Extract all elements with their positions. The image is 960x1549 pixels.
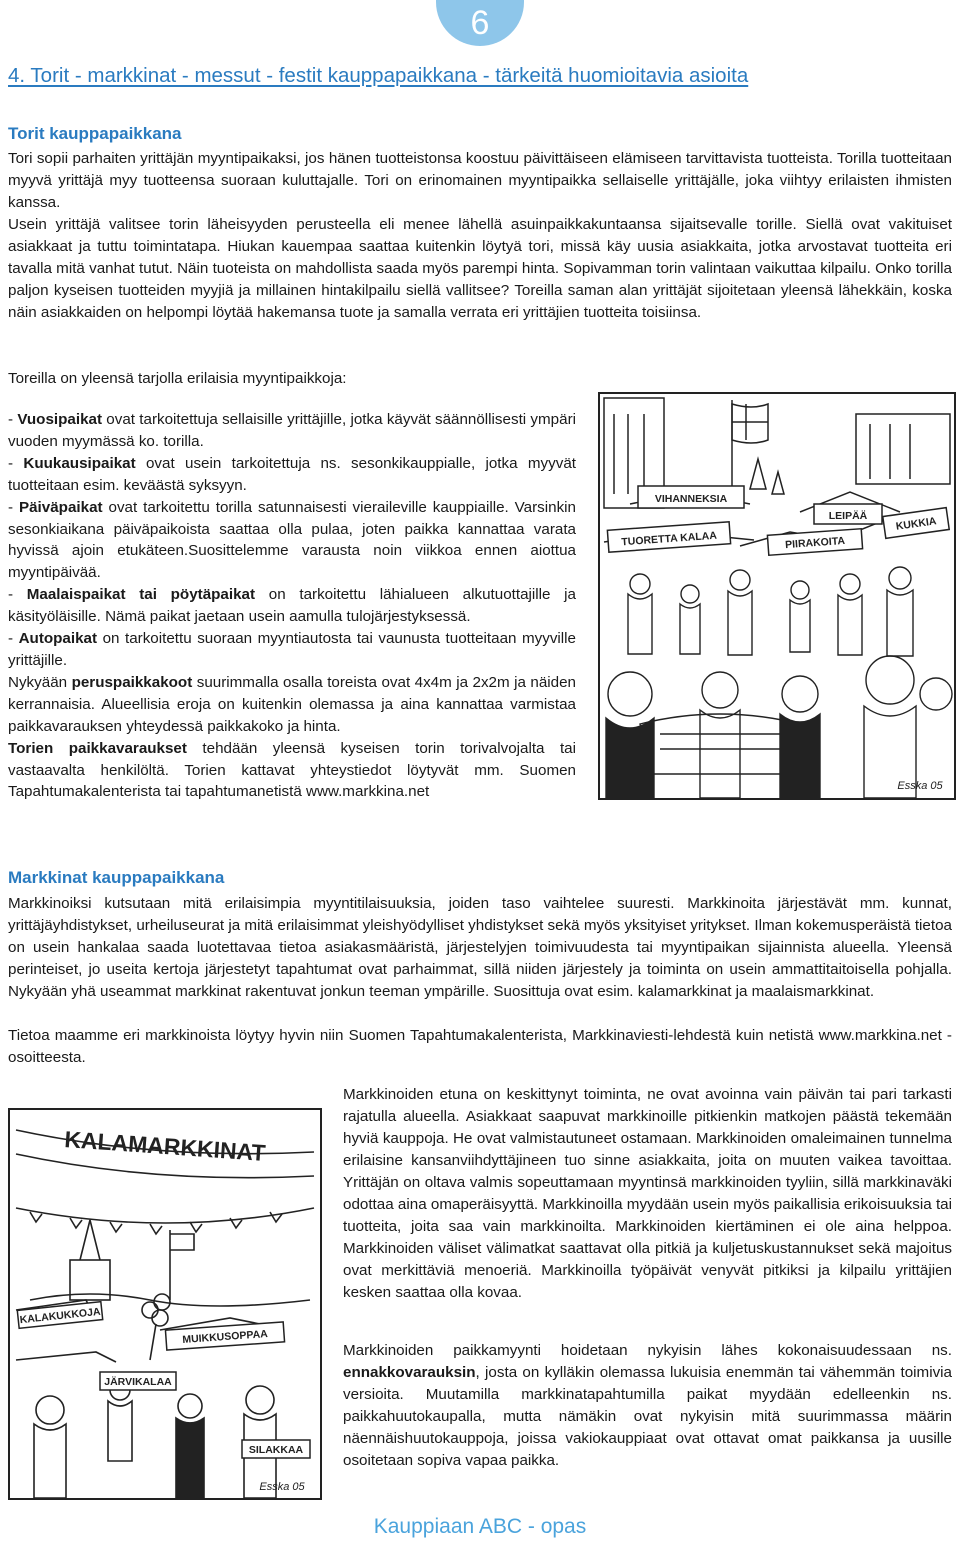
sign-piirakoita: PIIRAKOITA (784, 534, 846, 552)
list-item: Torien paikkavaraukset tehdään yleensä kyseisen torin torivalvojalta tai vastaavalta henkilöltä. Torien kattavat yhteystiedot löytyvät mm. Suomen Tapahtumakalenterista tai tapahtumanetistä www.markkina.net (8, 739, 576, 801)
list-item: - Autopaikat on tarkoitettu suoraan myyntiautosta tai vaunusta tuotteitaan myyville yrittäjille. (8, 630, 576, 669)
sign-vihanneksia: VIHANNEKSIA (654, 493, 728, 505)
market-square-illustration (598, 392, 956, 800)
sign-leipaa: LEIPÄÄ (828, 510, 868, 522)
sign-silakkaa: SILAKKAA (248, 1444, 304, 1456)
list-item: - Päiväpaikat ovat tarkoitettu torilla satunnaisesti vieraileville kauppiaille. Varsinkin sesonkiaikana päiväpaikoista saattaa olla pulaa, joten paikka kannattaa varata hyvissä ajoin etukäteen.Suosittelemme varausta noin viikkoa ennen aiottua myyntipäivää. (8, 498, 576, 582)
market-square-drawing (600, 394, 954, 798)
illustration1-signature: Esska 05 (897, 780, 943, 792)
section1-paragraph-2: Usein yrittäjä valitsee torin läheisyyden perusteella eli menee lähellä asuinpaikkakuntaansa sijaitsevalle torille. Siellä ovat vakituiset asiakkaat ja tuttu toimintatapa. Hiukan kauempaa saattaa kuitenkin löytyä tori, missä käy uusia asiakkaita, jotka arvostavat tuotteita eri tavalla mitä vanhat tutut. Näin tuoteista on mahdollista saada myös parempi hinta. Sopivamman torin valintaan vaikuttaa kilpailu. Onko torilla paljon kyseisen tuotteiden myyjiä ja millainen hintakilpailu siellä vallitsee? Toreilla saman alan yrittäjät sijoitetaan yleensä lähekkäin, koska näin asiakkaiden on helpompi löytää hakemansa tuote ja samalla verrata eri yrittäjien tuotteita toisiinsa. (8, 216, 952, 321)
footer-title: Kauppiaan ABC - opas (373, 1515, 587, 1538)
section1-intro: Toreilla on yleensä tarjolla erilaisia myyntipaikkoja: (8, 370, 347, 387)
sign-tuoretta-kalaa: TUORETTA KALAA (621, 529, 718, 549)
sign-jarvikalaa: JÄRVIKALAA (104, 1376, 172, 1388)
section-heading-torit: Torit kauppapaikkana (8, 124, 182, 143)
page-number: 6 (470, 3, 490, 42)
list-item: - Vuosipaikat ovat tarkoitettuja sellaisille yrittäjille, jotka käyvät säännöllisesti ympäri vuoden myymässä ko. torilla. (8, 411, 577, 450)
kalamarkkinat-drawing (10, 1110, 320, 1498)
section2-paragraph-2: Tietoa maamme eri markkinoista löytyy hyvin niin Suomen Tapahtumakalenterista, Markkinaviesti-lehdestä kuin netistä www.markkina.net -osoitteesta. (8, 1027, 952, 1066)
list-item: Nykyään peruspaikkakoot suurimmalla osalla toreista ovat 4x4m ja 2x2m ja näiden kerrannaisia. Alueellisia eroja on kuitenkin olemassa ja aina kannattaa varmistaa paikkavarauksen yhteydessä paikkakoko ja hinta. (8, 673, 577, 735)
section2-paragraph-3: Markkinoiden etuna on keskittynyt toiminta, ne ovat avoinna vain päivän tai pari tarkasti rajatulla alueella. Asiakkaat saapuvat markkinoille pitkienkin matkojen päästä tekemään hyviä kauppoja. He ovat valmistautuneet ostamaan. Markkinoiden omaleimainen tunnelma erilaisine kansanviihdyttäjineen tuo sinne asiakkaita, joita on muuten vaikea tavoittaa. Yrittäjän on oltava valmis sopeuttamaan myyntinsä markkinoiden tyyliin, sillä markkinaväki odottaa aina omaperäisyyttä. Markkinoilla myydään usein myös paikallisia erikoisuuksia tai tuotteita, joita saa vain markkinoilta. Markkinoiden kiertäminen ei ole aina helppoa. Markkinoiden väliset välimatkat saattavat olla pitkiä ja kuljetuskustannukset sekä majoitus ovat merkittäviä menoeriä. Markkinoilla työpäivät venyvät pitkiksi ja kilpailu yrittäjien kesken saattaa olla kovaa. (343, 1086, 952, 1301)
section-heading-markkinat: Markkinat kauppapaikkana (8, 868, 225, 887)
page-number-badge (436, 0, 524, 46)
kalamarkkinat-illustration (8, 1108, 322, 1500)
section1-paragraph-1: Tori sopii parhaiten yrittäjän myyntipaikaksi, jos hänen tuotteistonsa koostuu päivittäiseen elämiseen tarvittavista tuotteista. Torilla tuotteitaan myyvä yrittäjä myy tuotteensa suoraan kuluttajalle. Tori on erinomainen myyntipaikka sellaiselle yrittäjälle, joka viihtyy erilaisten ihmisten kanssa. (8, 150, 952, 211)
chapter-title: 4. Torit - markkinat - messut - festit kauppapaikkana - tärkeitä huomioitavia asioita (8, 64, 749, 87)
section2-paragraph-4: Markkinoiden paikkamyynti hoidetaan nykyisin lähes kokonaisuudessaan ns. ennakkovarauksin, josta on kylläkin olemassa lukuisia enemmän tai vähemmän toimivia versioita. Muutamilla markkinatapahtumilla paikat myydään edelleenkin ns. paikkahuutokaupalla, mutta nämäkin ovat nykyisin mitä suurimmassa määrin näennäishuutokauppoja, joissa vakiokauppiaat ovat ottavat omat paikkansa ja uusille osoitetaan sopiva vapaa paikka. (343, 1342, 952, 1469)
stall-types-list (8, 409, 576, 803)
sign-kalakukkoja: KALAKUKKOJA (19, 1305, 102, 1327)
kalamarkkinat-banner: KALAMARKKINAT (63, 1126, 267, 1166)
section2-paragraph-1: Markkinoiksi kutsutaan mitä erilaisimpia myyntitilaisuuksia, joiden taso vaihtelee suuresti. Markkinoita järjestävät mm. kunnat, yrittäjäyhdistykset, urheiluseurat ja mitä erilaisimmat yleishyödylliset yhdistykset sekä myös yksityiset yritykset. Ilman kokemusperäistä tietoa on usein hankalaa saada luotettavaa tietoa asiakasmääristä, järjestelyjen toimivuudesta tai myyntipaikan sijainnista alueella. Yleensä perinteiset, jo useita kertoja järjestetyt tapahtumat ovat parhaimmat, sillä niiden järjestely ja toiminta on usein ammattitaitoisella pohjalla. Nykyään yhä useammat markkinat rakentuvat jonkun teeman ympärille. Suosittuja ovat esim. kalamarkkinat ja maalaismarkkinat. (8, 895, 952, 1000)
illustration2-signature: Esska 05 (259, 1481, 305, 1493)
sign-kukkia: KUKKIA (895, 515, 938, 533)
sign-muikkusoppaa: MUIKKUSOPPAA (181, 1328, 269, 1346)
list-item: - Kuukausipaikat ovat usein tarkoitettuja ns. sesonkikauppialle, jotka myyvät tuotteitaan esim. keväästä syksyyn. (8, 454, 576, 494)
list-item: - Maalaispaikat tai pöytäpaikat on tarkoitettu lähialueen alkutuottajille ja käsityöläisille. Nämä paikat jaetaan usein aamulla tulojärjestyksessä. (8, 586, 576, 626)
